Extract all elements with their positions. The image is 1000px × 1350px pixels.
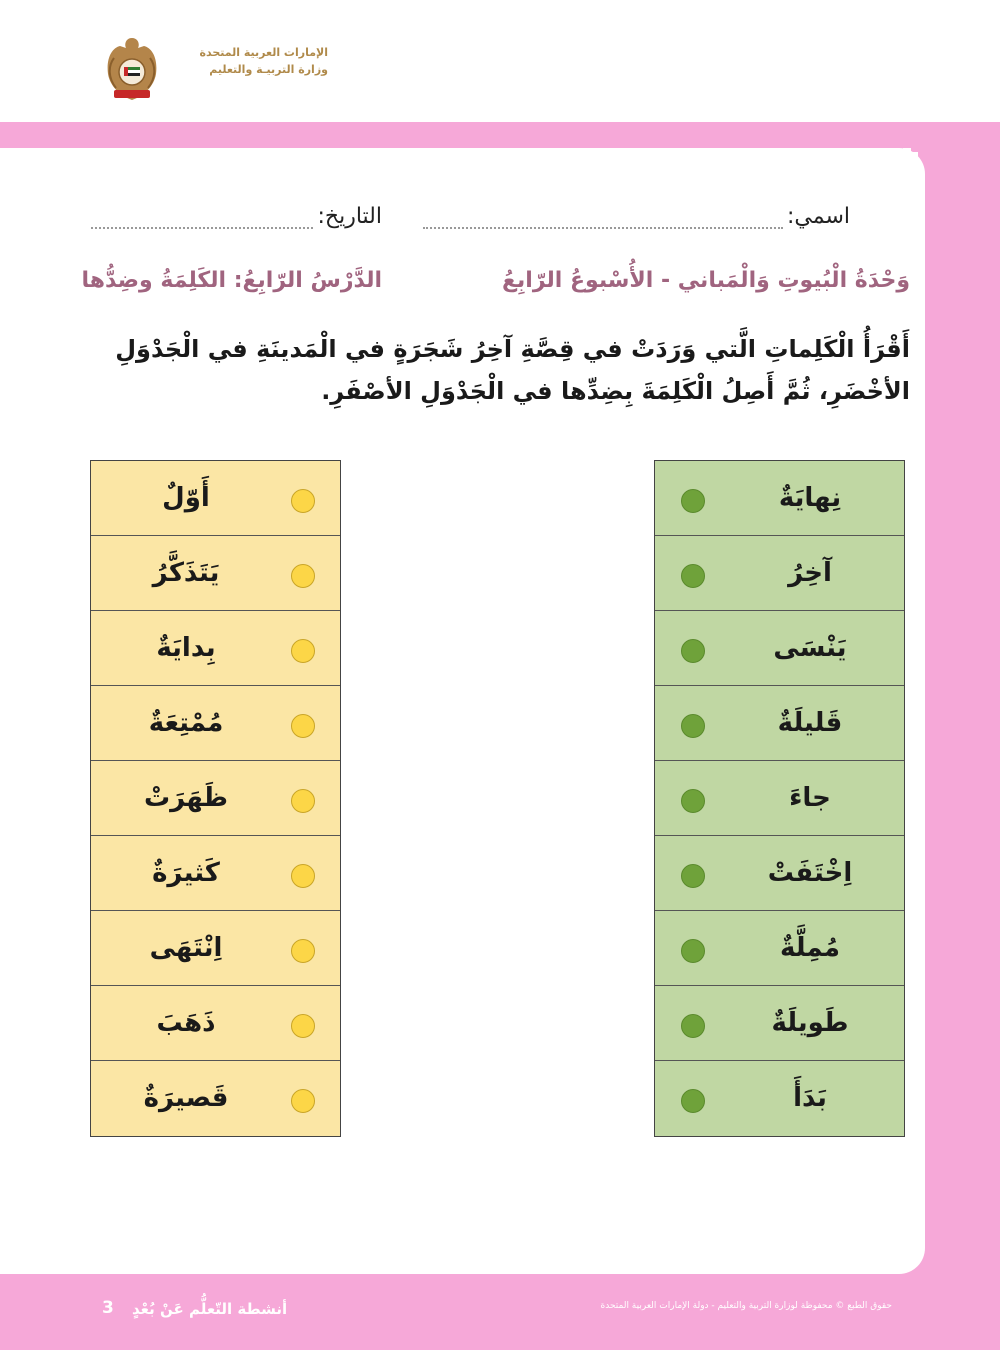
yellow-word: بِدايَةٌ [156, 633, 216, 663]
yellow-word: يَتَذَكَّرُ [152, 558, 220, 588]
green-word: جاءَ [789, 783, 831, 813]
green-table-row [655, 461, 904, 536]
footer-title: أنشطة التّعلُّم عَنْ بُعْدٍ [132, 1300, 288, 1318]
org-line-2: وزارة التربيـة والتعليم [209, 63, 328, 76]
yellow-word: قَصيرَةٌ [143, 1083, 229, 1113]
green-match-dot[interactable] [681, 639, 705, 663]
yellow-table-row [91, 836, 340, 911]
yellow-table-row [91, 686, 340, 761]
yellow-match-dot[interactable] [291, 1089, 315, 1113]
green-word: يَنْسَى [773, 633, 847, 663]
yellow-match-dot[interactable] [291, 939, 315, 963]
yellow-match-dot[interactable] [291, 489, 315, 513]
yellow-match-dot[interactable] [291, 639, 315, 663]
yellow-word: اِنْتَهَى [149, 933, 223, 963]
yellow-word: مُمْتِعَةٌ [148, 708, 224, 738]
green-match-dot[interactable] [681, 864, 705, 888]
green-match-dot[interactable] [681, 939, 705, 963]
page-number: 3 [102, 1298, 114, 1318]
date-field[interactable] [91, 204, 382, 229]
green-word: آخِرُ [788, 558, 832, 588]
yellow-match-dot[interactable] [291, 714, 315, 738]
green-match-dot[interactable] [681, 1089, 705, 1113]
green-match-dot[interactable] [681, 1014, 705, 1038]
yellow-table-row [91, 761, 340, 836]
green-word: اِخْتَفَتْ [767, 858, 853, 888]
green-table-row [655, 1061, 904, 1136]
org-line-1: الإمارات العربية المتحدة [199, 46, 328, 59]
yellow-words-table [90, 460, 341, 1137]
yellow-word: أَوّلٌ [162, 483, 210, 513]
yellow-table-row [91, 911, 340, 986]
yellow-match-dot[interactable] [291, 789, 315, 813]
date-dotted-line[interactable] [91, 211, 313, 229]
green-word: طَويلَةٌ [771, 1008, 849, 1038]
yellow-table-row [91, 611, 340, 686]
name-dotted-line[interactable] [423, 211, 783, 229]
green-table-row [655, 986, 904, 1061]
green-word: قَليلَةٌ [777, 708, 843, 738]
green-table-row [655, 911, 904, 986]
name-field[interactable] [423, 204, 850, 229]
yellow-table-row [91, 536, 340, 611]
yellow-word: ظَهَرَتْ [144, 783, 228, 813]
green-match-dot[interactable] [681, 789, 705, 813]
green-word: نِهايَةٌ [778, 483, 842, 513]
date-label: التاريخ: [317, 204, 382, 229]
ministry-logo-text [168, 44, 328, 78]
name-label: اسمي: [786, 204, 850, 229]
lesson-title: الدَّرْسُ الرّابِعُ: الكَلِمَةُ وضِدُّها [81, 268, 382, 293]
yellow-table-row [91, 986, 340, 1061]
green-match-dot[interactable] [681, 714, 705, 738]
green-word: بَدَأَ [793, 1083, 827, 1113]
green-words-table [654, 460, 905, 1137]
yellow-word: ذَهَبَ [156, 1008, 216, 1038]
copyright-notice: حقوق الطبع © محفوظة لوزارة التربية والتعليم - دولة الإمارات العربية المتحدة [600, 1301, 892, 1311]
green-word: مُمِلَّةٌ [780, 933, 840, 963]
green-table-row [655, 836, 904, 911]
yellow-word: كَثيرَةٌ [152, 858, 220, 888]
green-match-dot[interactable] [681, 489, 705, 513]
yellow-match-dot[interactable] [291, 864, 315, 888]
card-corner-notch [912, 152, 918, 158]
green-table-row [655, 761, 904, 836]
green-table-row [655, 611, 904, 686]
green-table-row [655, 536, 904, 611]
yellow-table-row [91, 1061, 340, 1136]
green-match-dot[interactable] [681, 564, 705, 588]
uae-emblem-icon [104, 34, 160, 102]
yellow-match-dot[interactable] [291, 1014, 315, 1038]
green-table-row [655, 686, 904, 761]
card-corner-notch [903, 148, 911, 156]
unit-title: وَحْدَةُ الْبُيوتِ وَالْمَباني - الأُسْبوعُ الرّابِعُ [502, 268, 910, 293]
yellow-table-row [91, 461, 340, 536]
instructions-text: أَقْرَأُ الْكَلِماتِ الَّتي وَرَدَتْ في قِصَّةِ آخِرُ شَجَرَةٍ في الْمَدينَةِ في الْجَدْوَلِ الأخْضَرِ، ثُمَّ أَصِلُ الْكَلِمَةَ بِضِدِّها في الْجَدْوَلِ الأصْفَرِ. [115, 335, 910, 405]
yellow-match-dot[interactable] [291, 564, 315, 588]
